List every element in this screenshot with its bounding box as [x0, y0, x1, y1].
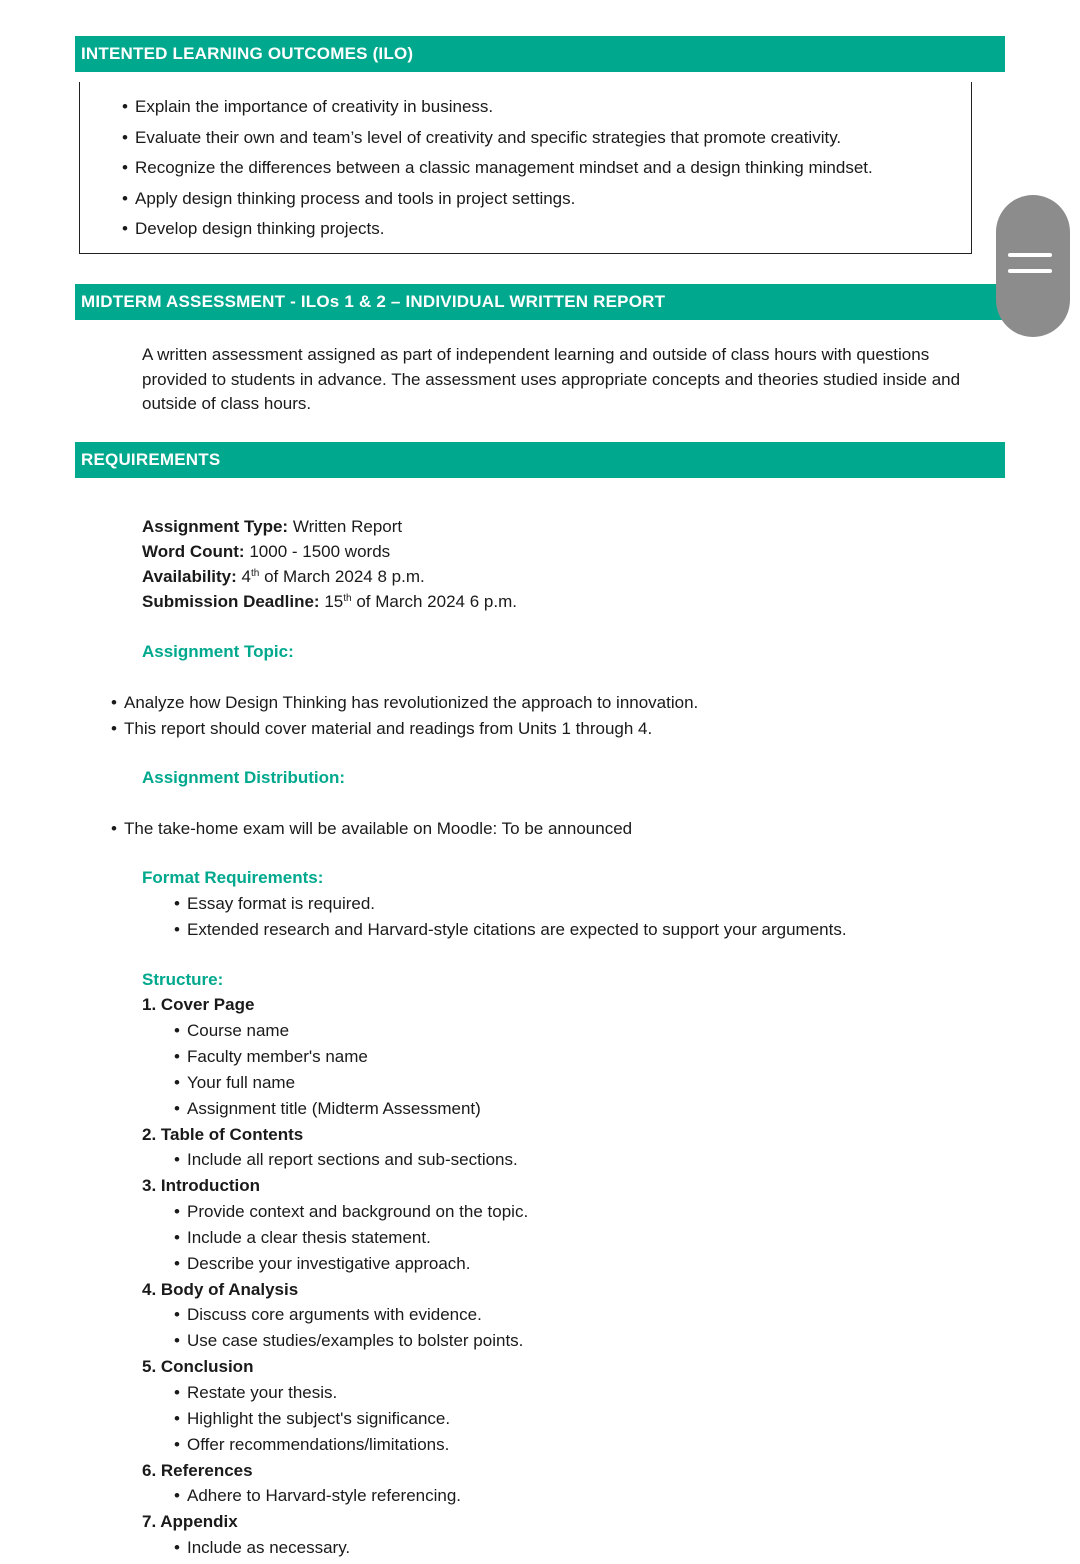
topic-heading: Assignment Topic:	[142, 642, 294, 661]
topic-item: • This report should cover material and readings from Units 1 through 4.	[111, 717, 698, 743]
section-item: • Include as necessary.	[174, 1535, 528, 1561]
format-heading: Format Requirements:	[142, 868, 324, 887]
section-title: 7. Appendix	[142, 1512, 238, 1531]
section-item: • Provide context and background on the topic.	[174, 1199, 528, 1225]
distribution-item: • The take-home exam will be available on Moodle: To be announced	[111, 817, 632, 843]
structure-section	[142, 992, 528, 1122]
req-value: 4	[241, 567, 251, 586]
req-deadline	[142, 589, 517, 614]
format-item: • Essay format is required.	[174, 892, 847, 918]
structure-section	[142, 1509, 528, 1561]
ilo-heading: INTENTED LEARNING OUTCOMES (ILO)	[75, 36, 1005, 72]
structure-section	[142, 1277, 528, 1355]
ilo-item: • Recognize the differences between a classic management mindset and a design thinking mindset.	[122, 155, 873, 186]
structure-heading: Structure:	[142, 970, 224, 989]
section-item: • Assignment title (Midterm Assessment)	[174, 1096, 528, 1122]
midterm-heading: MIDTERM ASSESSMENT - ILOs 1 & 2 – INDIVIDUAL WRITTEN REPORT	[75, 284, 1005, 320]
req-label: Availability:	[142, 567, 237, 586]
section-item: • Discuss core arguments with evidence.	[174, 1302, 528, 1328]
section-title: 3. Introduction	[142, 1176, 261, 1195]
section-item: • Restate your thesis.	[174, 1380, 528, 1406]
ilo-item: • Apply design thinking process and tools in project settings.	[122, 186, 873, 217]
scroll-handle[interactable]	[996, 195, 1070, 337]
req-label: Submission Deadline:	[142, 592, 320, 611]
grip-line-icon	[1008, 269, 1052, 273]
grip-line-icon	[1008, 253, 1052, 257]
requirements-heading: REQUIREMENTS	[75, 442, 1005, 478]
req-value: Written Report	[292, 517, 403, 536]
section-item: • Course name	[174, 1018, 528, 1044]
midterm-description: A written assessment assigned as part of independent learning and outside of class hours with questions provided to students in advance. The assessment uses appropriate concepts and theories studied inside and outside of class hours.	[142, 345, 961, 413]
structure-section	[142, 1458, 528, 1510]
topic-list	[111, 691, 698, 743]
structure-section	[142, 1173, 528, 1277]
topic-item: • Analyze how Design Thinking has revolutionized the approach to innovation.	[111, 691, 698, 717]
req-value: of March 2024 6 p.m.	[356, 592, 517, 611]
req-label: Assignment Type:	[142, 517, 289, 536]
ilo-item: • Evaluate their own and team’s level of creativity and specific strategies that promote creativity.	[122, 125, 873, 156]
format-list	[174, 892, 847, 944]
ilo-list	[122, 94, 873, 247]
req-suffix: th	[343, 593, 352, 604]
section-item: • Include all report sections and sub-sections.	[174, 1147, 528, 1173]
req-value: 15	[324, 592, 344, 611]
format-item: • Extended research and Harvard-style citations are expected to support your arguments.	[174, 918, 847, 944]
req-value: 1000 - 1500 words	[249, 542, 391, 561]
distribution-heading: Assignment Distribution:	[142, 768, 346, 787]
req-value: of March 2024 8 p.m.	[264, 567, 425, 586]
requirements-list	[142, 514, 517, 614]
req-label: Word Count:	[142, 542, 245, 561]
section-item: • Faculty member's name	[174, 1044, 528, 1070]
section-item: • Use case studies/examples to bolster points.	[174, 1328, 528, 1354]
section-title: 6. References	[142, 1460, 253, 1480]
req-availability	[142, 564, 517, 589]
req-word-count	[142, 539, 517, 564]
section-item: • Describe your investigative approach.	[174, 1251, 528, 1277]
section-title: 4. Body of Analysis	[142, 1279, 299, 1299]
section-item: • Include a clear thesis statement.	[174, 1225, 528, 1251]
req-suffix: th	[251, 568, 260, 579]
structure-section	[142, 1122, 528, 1174]
section-item: • Highlight the subject's significance.	[174, 1406, 528, 1432]
section-item: • Adhere to Harvard-style referencing.	[174, 1483, 528, 1509]
section-title: 1. Cover Page	[142, 995, 255, 1014]
distribution-list	[111, 817, 632, 843]
structure-section	[142, 1354, 528, 1458]
section-title: 5. Conclusion	[142, 1357, 254, 1376]
structure-list	[142, 992, 528, 1561]
section-item: • Offer recommendations/limitations.	[174, 1432, 528, 1458]
section-title: 2. Table of Contents	[142, 1124, 304, 1144]
req-assignment-type	[142, 514, 517, 539]
ilo-item: • Develop design thinking projects.	[122, 216, 873, 247]
section-item: • Your full name	[174, 1070, 528, 1096]
ilo-item: • Explain the importance of creativity in business.	[122, 94, 873, 125]
